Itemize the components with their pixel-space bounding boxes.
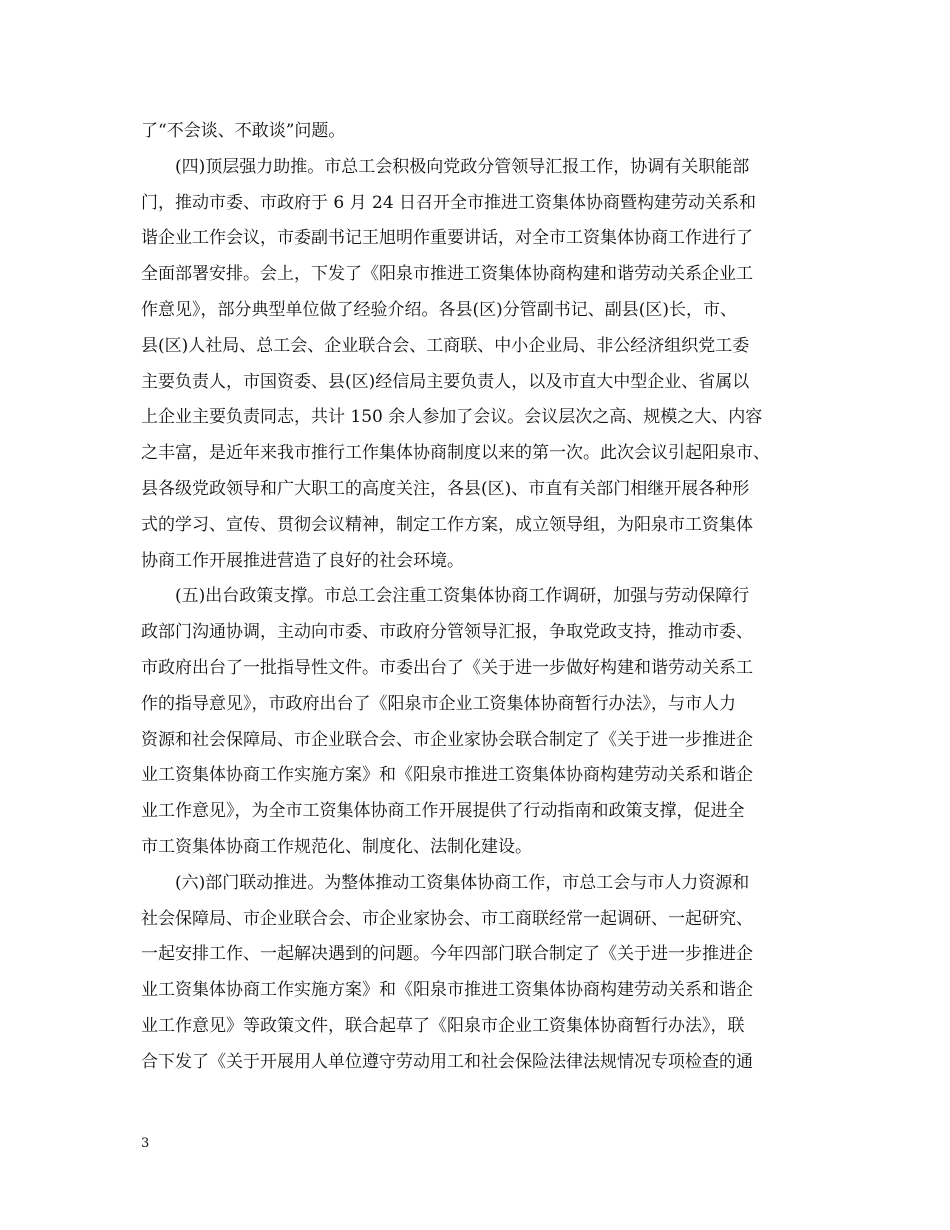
page-number: 3 [141,1136,150,1151]
text-line: 了“不会谈、不敢谈”问题。 [141,121,346,141]
text-line: 门，推动市委、市政府于 6 月 24 日召开全市推进工资集体协商暨构建劳动关系和 [141,192,757,213]
text-line: 之丰富，是近年来我市推行工作集体协商制度以来的第一次。此次会议引起阳泉市、 [141,443,770,464]
text-line: (五)出台政策支撑。市总工会注重工资集体协商工作调研，加强与劳动保障行 [141,586,750,607]
text-line: 式的学习、宣传、贯彻会议精神，制定工作方案，成立领导组，为阳泉市工资集体 [141,514,753,535]
text-line: 业工资集体协商工作实施方案》和《阳泉市推进工资集体协商构建劳动关系和谐企 [141,765,753,786]
text-line: 社会保障局、市企业联合会、市企业家协会、市工商联经常一起调研、一起研究、 [141,908,753,929]
text-line: 一起安排工作、一起解决遇到的问题。今年四部门联合制定了《关于进一步推进企 [141,944,753,965]
text-line: 政部门沟通协调，主动向市委、市政府分管领导汇报，争取党政支持，推动市委、 [141,622,753,643]
document-body [141,114,813,1081]
text-line: 谐企业工作会议，市委副书记王旭明作重要讲话，对全市工资集体协商工作进行了 [141,228,753,249]
text-line: 全面部署安排。会上，下发了《阳泉市推进工资集体协商构建和谐劳动关系企业工 [141,264,753,285]
text-line: 合下发了《关于开展用人单位遵守劳动用工和社会保险法律法规情况专项检查的通 [141,1051,753,1072]
text-line: 协商工作开展推进营造了良好的社会环境。 [141,550,464,571]
text-line: 业工作意见》，为全市工资集体协商工作开展提供了行动指南和政策支撑，促进全 [141,801,745,822]
text-line: 县各级党政领导和广大职工的高度关注，各县(区)、市直有关部门相继开展各种形 [141,478,750,499]
text-line: 市工资集体协商工作规范化、制度化、法制化建设。 [141,836,532,857]
text-line: 作意见》，部分典型单位做了经验介绍。各县(区)分管副书记、副县(区)长，市、 [141,299,738,320]
text-line: (六)部门联动推进。为整体推动工资集体协商工作，市总工会与市人力资源和 [141,872,750,893]
text-line: 主要负责人，市国资委、县(区)经信局主要负责人，以及市直大中型企业、省属以 [141,371,750,392]
text-line: (四)顶层强力助推。市总工会积极向党政分管领导汇报工作，协调有关职能部 [141,156,750,177]
text-line: 上企业主要负责同志，共计 150 余人参加了会议。会议层次之高、规模之大、内容 [141,407,763,428]
text-line: 业工资集体协商工作实施方案》和《阳泉市推进工资集体协商构建劳动关系和谐企 [141,980,753,1001]
text-line: 资源和社会保障局、市企业联合会、市企业家协会联合制定了《关于进一步推进企 [141,729,753,750]
text-line: 作的指导意见》，市政府出台了《阳泉市企业工资集体协商暂行办法》，与市人力 [141,693,736,714]
text-line: 市政府出台了一批指导性文件。市委出台了《关于进一步做好构建和谐劳动关系工 [141,657,753,678]
text-line: 县(区)人社局、总工会、企业联合会、工商联、中小企业局、非公经济组织党工委 [141,335,750,356]
text-line: 业工作意见》等政策文件，联合起草了《阳泉市企业工资集体协商暂行办法》，联 [141,1015,745,1036]
